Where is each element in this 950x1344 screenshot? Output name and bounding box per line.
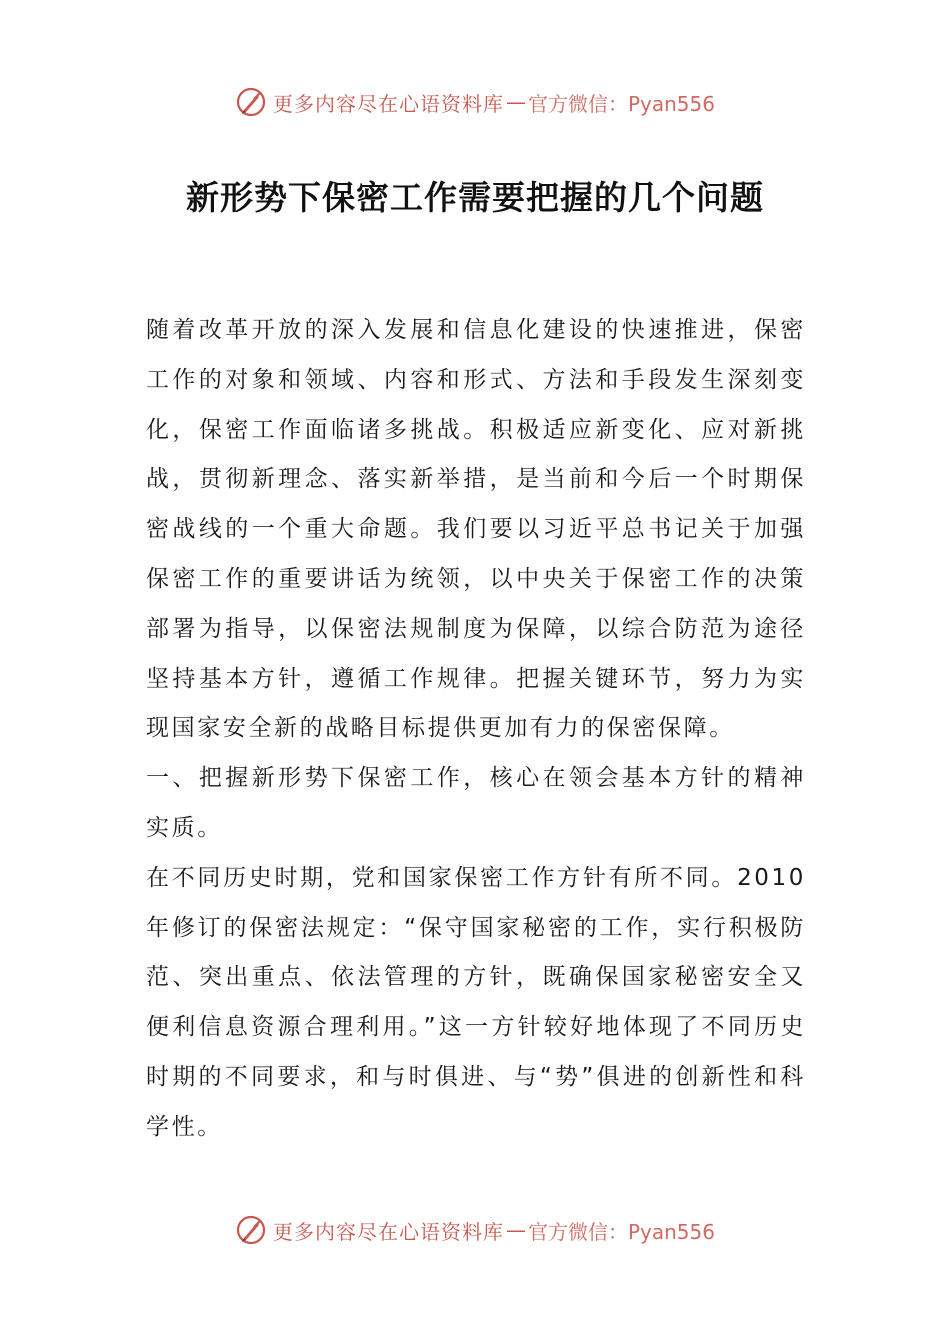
document-body [146,306,806,1153]
banner-brand-text: 更多内容尽在心语资料库 [272,1219,504,1244]
document-title: 新形势下保密工作需要把握的几个问题 [186,178,764,217]
header-banner [0,82,950,122]
quill-pen-icon [235,1214,267,1246]
section-heading: 一、把握新形势下保密工作，核心在领会基本方针的精神实质。 [146,765,806,841]
body-paragraph: 随着改革开放的深入发展和信息化建设的快速推进，保密工作的对象和领域、内容和形式、方法和手段发生深刻变化，保密工作面临诸多挑战。积极适应新变化、应对新挑战，贯彻新理念、落实新举措，是当前和今后一个时期保密战线的一个重大命题。我们要以习近平总书记关于加强保密工作的重要讲话为统领，以中央关于保密工作的决策部署为指导，以保密法规制度为保障，以综合防范为途径坚持基本方针，遵循工作规律。把握关键环节，努力为实现国家安全新的战略目标提供更加有力的保密保障。 [146,317,806,742]
banner-brand-text: 更多内容尽在心语资料库 [272,91,504,116]
banner-contact-text: 官方微信：Pyan556 [527,1219,715,1244]
banner-separator: — [505,90,526,114]
body-paragraph: 在不同历史时期，党和国家保密工作方针有所不同。2010年修订的保密法规定：“保守国家秘密的工作，实行积极防范、突出重点、依法管理的方针，既确保国家秘密安全又便利信息资源合理利用。”这一方针较好地体现了不同历史时期的不同要求，和与时俱进、与“势”俱进的创新性和科学性。 [146,864,806,1140]
banner-contact-text: 官方微信：Pyan556 [527,91,715,116]
footer-banner [0,1210,950,1250]
banner-separator: — [505,1218,526,1242]
quill-pen-icon [235,86,267,118]
